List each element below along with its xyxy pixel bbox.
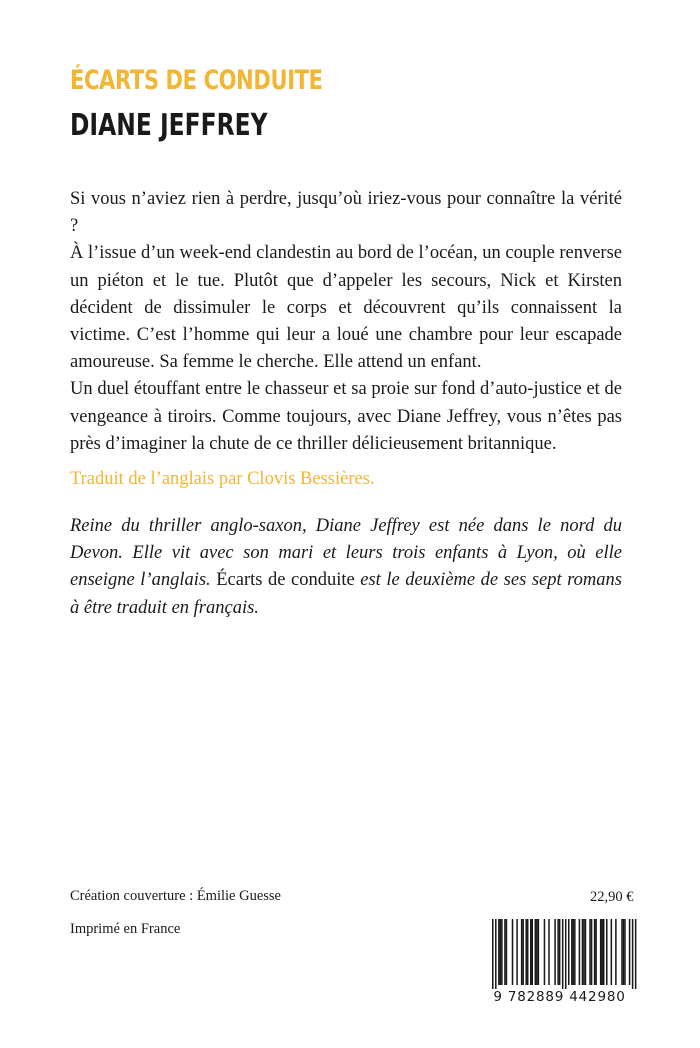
blurb-paragraph: À l’issue d’un week-end clandestin au bord de l’océan, un couple renverse un piéton et le tue. Plutôt que d’appeler les secours, Nick et Kirsten décident de dissimuler le corps et découvrent qu’ils connaissent la victime. C’est l’homme qui leur a loué une chambre pour leur escapade amoureuse. Sa femme le cherche. Elle attend un enfant.	[70, 243, 622, 373]
barcode-bar	[601, 919, 603, 985]
price: 22,90 €	[590, 889, 634, 905]
barcode-bar	[512, 919, 514, 985]
printed-in: Imprimé en France	[70, 921, 181, 937]
barcode-bar	[591, 919, 593, 985]
barcode-bar	[623, 919, 625, 985]
isbn-barcode	[478, 919, 641, 1004]
barcode-bar	[554, 919, 556, 985]
barcode-bar	[624, 919, 626, 985]
barcode-bar	[603, 919, 605, 985]
barcode-bar	[521, 919, 523, 985]
barcode-bar	[535, 919, 537, 985]
barcode-bar	[495, 919, 497, 989]
barcode-bar	[557, 919, 559, 985]
barcode-bar	[585, 919, 587, 985]
barcode-bar	[611, 919, 613, 985]
blurb-paragraph: Si vous n’aviez rien à perdre, jusqu’où iriez-vous pour connaître la vérité ?	[70, 189, 622, 237]
bio-book-title: Écarts de conduite	[216, 570, 355, 591]
barcode-bar	[506, 919, 508, 985]
barcode-bar	[583, 919, 585, 985]
barcode-bar	[621, 919, 623, 985]
barcode-bar	[532, 919, 534, 985]
barcode-bar	[574, 919, 576, 985]
title-block	[70, 62, 394, 146]
barcode-bar	[522, 919, 524, 985]
barcode-bar	[559, 919, 561, 985]
barcode-bar	[615, 919, 617, 985]
barcode-bar	[582, 919, 584, 985]
book-title: ÉCARTS DE CONDUITE	[70, 65, 323, 96]
barcode-bar	[530, 919, 532, 985]
barcode-bar	[629, 919, 631, 985]
barcode-bar	[492, 919, 494, 989]
barcode-bar	[573, 919, 575, 985]
barcode-bar	[579, 919, 581, 985]
barcode-bar	[571, 919, 573, 985]
barcode-bar	[565, 919, 567, 989]
bio-text: est le deuxième de ses sept romans à être traduit en français.	[70, 570, 622, 618]
author-bio	[70, 513, 622, 622]
barcode-bar	[544, 919, 546, 985]
barcode-bar	[595, 919, 597, 985]
barcode-bar	[635, 919, 637, 989]
blurb	[70, 186, 622, 458]
isbn-digits: 9 782889 442980	[493, 989, 626, 1004]
barcode-bar	[501, 919, 503, 985]
barcode-bar	[516, 919, 518, 985]
barcode-bar	[504, 919, 506, 985]
barcode-bar	[632, 919, 634, 989]
barcode-bar	[536, 919, 538, 985]
book-author: DIANE JEFFREY	[70, 108, 268, 143]
barcode-bar	[500, 919, 502, 985]
barcode-bar	[525, 919, 527, 985]
barcode-bar	[527, 919, 529, 985]
barcode-bar	[606, 919, 608, 985]
barcode-bar	[589, 919, 591, 985]
barcode-bars	[492, 919, 636, 989]
barcode-bar	[538, 919, 540, 985]
bio-text: Reine du thriller anglo-saxon, Diane Jeffrey est née dans le nord du Devon. Elle vit avec son mari et leurs trois enfants à Lyon, où elle enseigne l’anglais.	[70, 516, 622, 591]
barcode-bar	[562, 919, 564, 989]
barcode-bar	[548, 919, 550, 985]
barcode-bar	[498, 919, 500, 985]
barcode-bar	[568, 919, 570, 985]
barcode-bar	[594, 919, 596, 985]
translator-note: Traduit de l’anglais par Clovis Bessières.	[70, 469, 375, 489]
cover-credit: Création couverture : Émilie Guesse	[70, 888, 281, 904]
barcode-bar	[600, 919, 602, 985]
blurb-paragraph: Un duel étouffant entre le chasseur et sa proie sur fond d’auto-justice et de vengeance à tiroirs. Comme toujours, avec Diane Jeffrey, vous n’êtes pas près d’imaginer la chute de ce thriller délicieusement britannique.	[70, 379, 622, 454]
